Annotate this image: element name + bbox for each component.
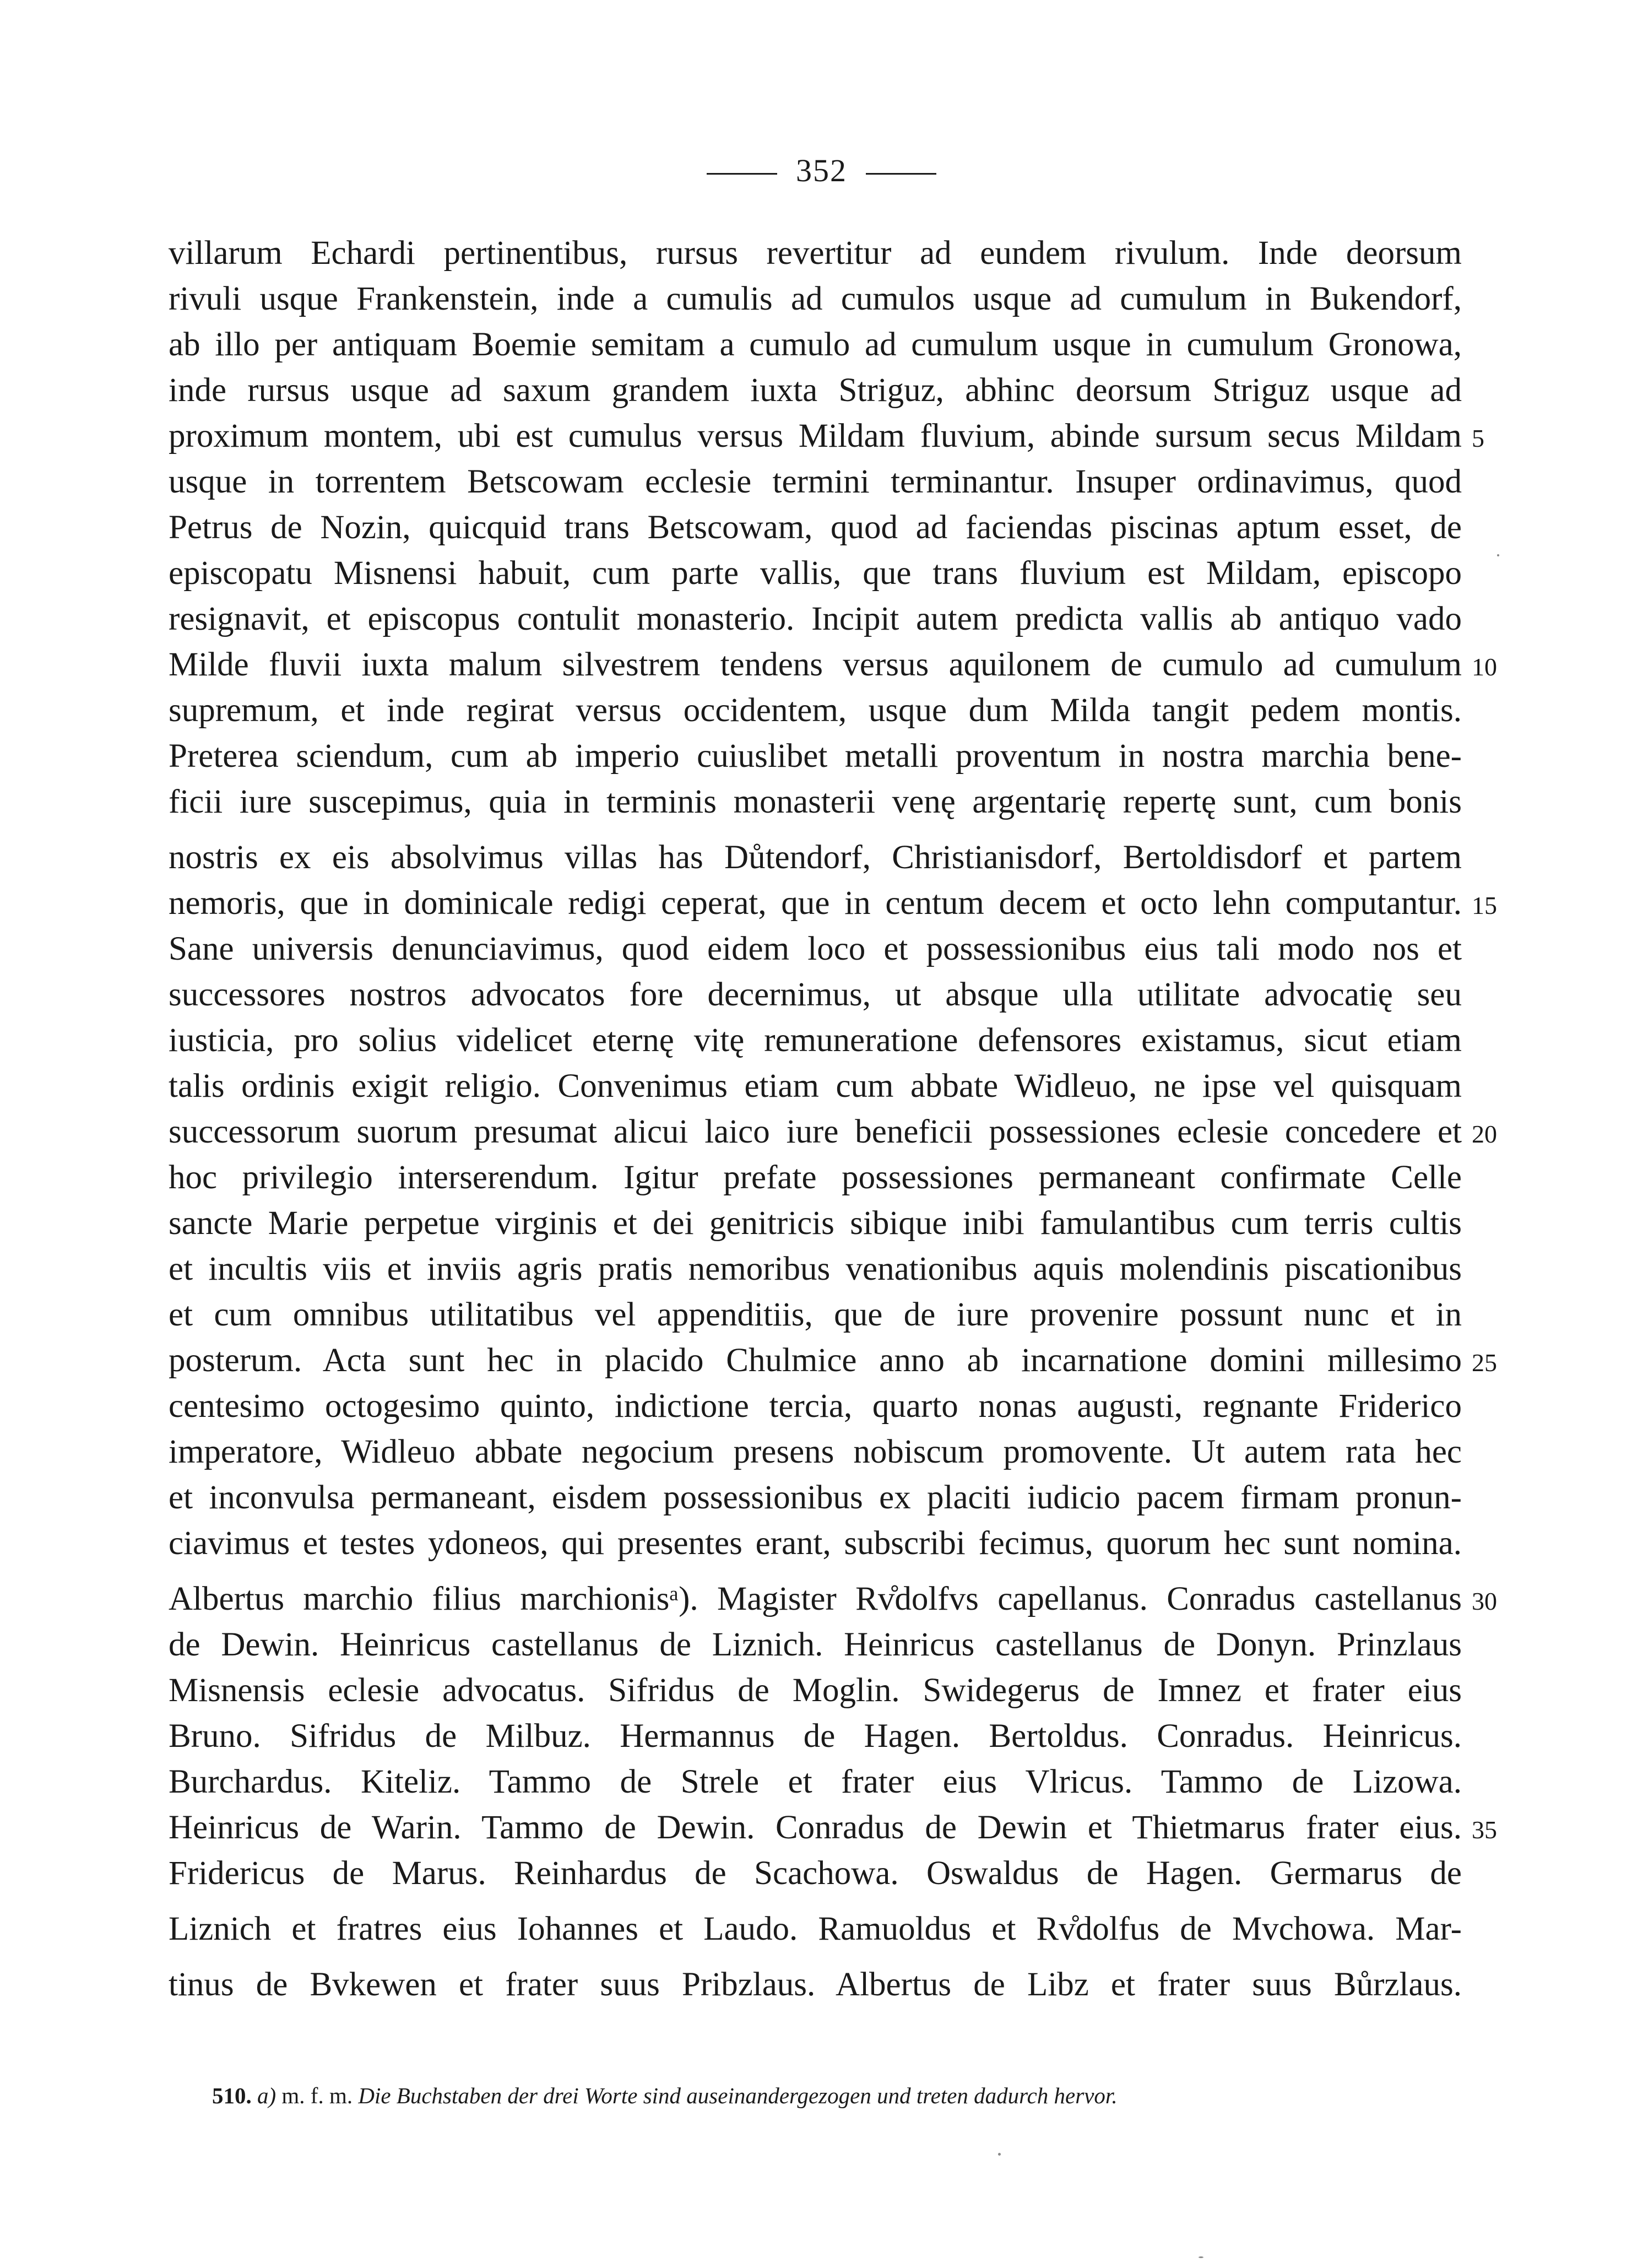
line-number: 35 (1472, 1816, 1497, 1844)
line-number: 15 (1472, 891, 1497, 919)
text-line (169, 733, 1462, 779)
text-line (169, 926, 1462, 972)
line-text: successorum suorum presumat alicui laico iure beneficii possessiones eclesie concedere et (169, 1113, 1462, 1150)
line-number: 30 (1472, 1587, 1497, 1615)
line-text: centesimo octogesimo quinto, indictione tercia, quarto nonas augusti, regnante Friderico (169, 1388, 1462, 1425)
line-number: 10 (1472, 653, 1497, 681)
text-line (169, 413, 1484, 459)
text-line (169, 367, 1462, 413)
line-text: iusticia, pro solius videlicet eternę vitę remuneratione defensores existamus, sicut etiam (169, 1022, 1462, 1059)
text-line (169, 1109, 1497, 1155)
line-text: resignavit, et episcopus contulit monasterio. Incipit autem predicta vallis ab antiquo vado (169, 600, 1462, 637)
text-line (169, 230, 1462, 276)
line-text: supremum, et inde regirat versus occidentem, usque dum Milda tangit pedem montis. (169, 692, 1462, 729)
text-line (169, 779, 1462, 825)
body-text (169, 230, 1497, 2007)
line-text: Bruno. Sifridus de Milbuz. Hermannus de Hagen. Bertoldus. Conradus. Heinricus. (169, 1718, 1462, 1755)
line-text: usque in torrentem Betscowam ecclesie termini terminantur. Insuper ordinavimus, quod (169, 463, 1462, 500)
text-line (169, 596, 1462, 642)
line-text: villarum Echardi pertinentibus, rursus revertitur ad eundem rivulum. Inde deorsum (169, 235, 1462, 272)
line-text: et inconvulsa permaneant, eisdem possessionibus ex placiti iudicio pacem firmam pronun- (169, 1479, 1462, 1516)
footnote-number: 510. (212, 2083, 252, 2108)
text-line (169, 1622, 1462, 1668)
text-line (169, 1713, 1462, 1759)
text-line (169, 276, 1462, 322)
line-text: talis ordinis exigit religio. Convenimus etiam cum abbate Widleuo, ne ipse vel quisquam (169, 1068, 1462, 1105)
line-text: ciavimus et testes ydoneos, qui presentes erant, subscribi fecimus, quorum hec sunt nomina. (169, 1525, 1462, 1562)
text-line (169, 1155, 1462, 1200)
text-line (169, 642, 1497, 688)
text-line (169, 972, 1462, 1017)
text-line (169, 1576, 1497, 1622)
text-line (169, 835, 1462, 880)
line-text: proximum montem, ubi est cumulus versus Mildam fluvium, abinde sursum secus Mildam (169, 418, 1462, 454)
text-line (169, 1429, 1462, 1475)
line-number: 20 (1472, 1120, 1497, 1148)
scan-speck (1199, 2256, 1203, 2258)
text-line (169, 322, 1462, 367)
text-line (169, 688, 1462, 733)
line-text: episcopatu Misnensi habuit, cum parte vallis, que trans fluvium est Mildam, episcopo (169, 555, 1462, 592)
line-text: de Dewin. Heinricus castellanus de Liznich. Heinricus castellanus de Donyn. Prinzlaus (169, 1626, 1462, 1663)
text-line (169, 1383, 1462, 1429)
scan-speck (998, 2153, 1001, 2156)
line-text: Preterea sciendum, cum ab imperio cuiuslibet metalli proventum in nostra marchia bene- (169, 738, 1462, 775)
text-line (169, 1017, 1462, 1063)
line-number: 5 (1472, 424, 1484, 452)
text-line (169, 1668, 1462, 1713)
line-text: imperatore, Widleuo abbate negocium presens nobiscum promovente. Ut autem rata hec (169, 1433, 1462, 1470)
line-text: Petrus de Nozin, quicquid trans Betscowam, quod ad faciendas piscinas aptum esset, de (169, 509, 1462, 546)
text-line (169, 1338, 1497, 1383)
text-line (169, 1520, 1462, 1566)
text-line (169, 880, 1497, 926)
line-text: rivuli usque Frankenstein, inde a cumulis ad cumulos usque ad cumulum in Bukendorf, (169, 280, 1462, 317)
line-text: Heinricus de Warin. Tammo de Dewin. Conradus de Dewin et Thietmarus frater eius. (169, 1809, 1462, 1846)
line-text: hoc privilegio interserendum. Igitur prefate possessiones permaneant confirmate Celle (169, 1159, 1462, 1196)
line-text: Milde fluvii iuxta malum silvestrem tendens versus aquilonem de cumulo ad cumulum (169, 646, 1462, 683)
line-text: Sane universis denunciavimus, quod eidem loco et possessionibus eius tali modo nos et (169, 930, 1462, 967)
line-text: successores nostros advocatos fore decernimus, ut absque ulla utilitate advocatię seu (169, 976, 1462, 1013)
header-rule-left (707, 173, 777, 175)
footnote-abbreviation: m. f. m. (281, 2083, 353, 2108)
line-text: posterum. Acta sunt hec in placido Chulmice anno ab incarnatione domini millesimo (169, 1342, 1462, 1379)
text-line (169, 1246, 1462, 1292)
line-text: Burchardus. Kiteliz. Tammo de Strele et frater eius Vlricus. Tammo de Lizowa. (169, 1763, 1462, 1800)
line-text: Albertus marchio filius marchionisᵃ). Magister Rv̊dolfvs capellanus. Conradus castellanus (169, 1580, 1462, 1617)
text-line (169, 1200, 1462, 1246)
line-text: Liznich et fratres eius Iohannes et Laudo. Ramuoldus et Rv̊dolfus de Mvchowa. Mar- (169, 1910, 1462, 1947)
page-header (0, 152, 1643, 189)
text-line (169, 1962, 1462, 2007)
line-text: sancte Marie perpetue virginis et dei genitricis sibique inibi famulantibus cum terris cultis (169, 1205, 1462, 1242)
line-text: et incultis viis et inviis agris pratis nemoribus venationibus aquis molendinis piscationibus (169, 1251, 1462, 1287)
page-number: 352 (796, 153, 847, 188)
text-line (169, 1759, 1462, 1805)
text-line (169, 1475, 1462, 1520)
text-line (169, 1292, 1462, 1338)
text-line (169, 1850, 1462, 1896)
text-line (169, 459, 1462, 505)
line-text: ficii iure suscepimus, quia in terminis monasterii venę argentarię repertę sunt, cum bonis (169, 783, 1462, 820)
header-rule-right (866, 173, 936, 175)
scan-speck (1497, 554, 1499, 556)
line-text: tinus de Bvkewen et frater suus Pribzlaus. Albertus de Libz et frater suus Bůrzlaus. (169, 1966, 1462, 2003)
line-number: 25 (1472, 1349, 1497, 1377)
line-text: nemoris, que in dominicale redigi ceperat, que in centum decem et octo lehn computantur. (169, 885, 1462, 922)
line-text: ab illo per antiquam Boemie semitam a cumulo ad cumulum usque in cumulum Gronowa, (169, 326, 1462, 363)
line-text: nostris ex eis absolvimus villas has Důtendorf, Christianisdorf, Bertoldisdorf et partem (169, 839, 1462, 876)
footnote (212, 2082, 1479, 2109)
text-line (169, 505, 1462, 550)
line-text: et cum omnibus utilitatibus vel appenditiis, que de iure provenire possunt nunc et in (169, 1296, 1462, 1333)
footnote-text: Die Buchstaben der drei Worte sind auseinandergezogen und treten dadurch hervor. (358, 2083, 1118, 2108)
line-text: inde rursus usque ad saxum grandem iuxta Striguz, abhinc deorsum Striguz usque ad (169, 372, 1462, 409)
line-text: Fridericus de Marus. Reinhardus de Scachowa. Oswaldus de Hagen. Germarus de (169, 1855, 1462, 1892)
text-line (169, 1805, 1497, 1850)
line-text: Misnensis eclesie advocatus. Sifridus de Moglin. Swidegerus de Imnez et frater eius (169, 1672, 1462, 1709)
text-line (169, 1063, 1462, 1109)
text-line (169, 1906, 1462, 1952)
text-line (169, 550, 1462, 596)
footnote-marker: a) (257, 2083, 276, 2108)
